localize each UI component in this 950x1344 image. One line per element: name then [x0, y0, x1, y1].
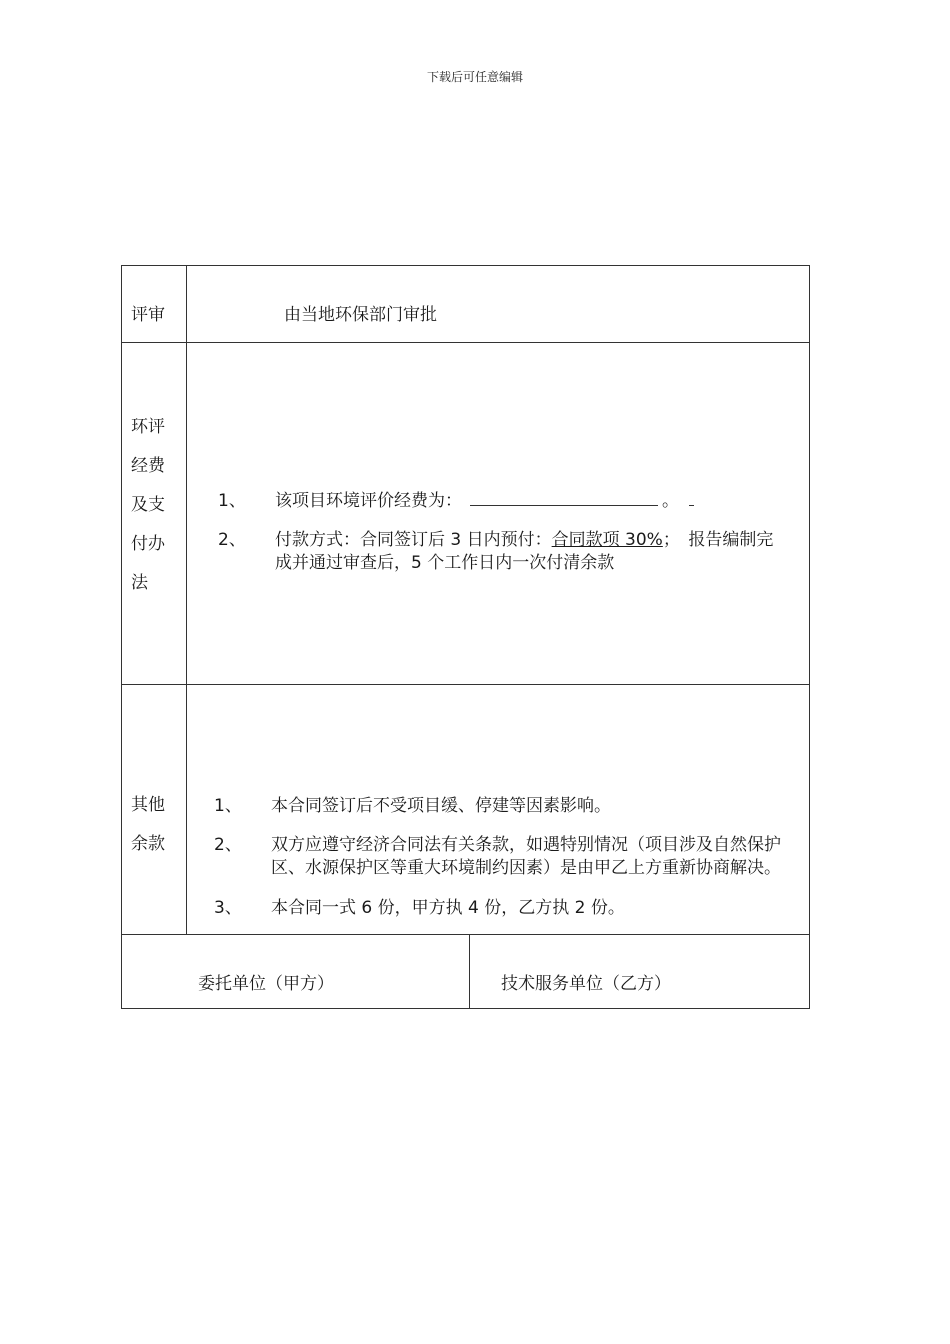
- fee-item-2-line2: 成并通过审查后，5 个工作日内一次付清余款: [275, 553, 615, 573]
- fee-label-line: 法: [131, 573, 148, 593]
- other-item-3: 本合同一式 6 份，甲方执 4 份，乙方执 2 份。: [271, 898, 625, 918]
- party-b-signature: 技术服务单位（乙方）: [501, 974, 671, 994]
- fee-item-2-line1: [275, 528, 773, 552]
- fee-label-line: 经费: [131, 456, 165, 476]
- other-item-2-line2: 区、水源保护区等重大环境制约因素）是由甲乙上方重新协商解决。: [271, 858, 781, 878]
- other-item-1: 本合同签订后不受项目缓、停建等因素影响。: [271, 796, 611, 816]
- party-a-signature: 委托单位（甲方）: [198, 974, 334, 994]
- contract-table: [121, 265, 810, 1009]
- other-item-2-line1: 双方应遵守经济合同法有关条款，如遇特别情况（项目涉及自然保护: [271, 835, 781, 855]
- fee-label: [131, 408, 165, 603]
- signature-divider: [469, 934, 470, 1009]
- other-label-line: 其他: [131, 795, 165, 815]
- fee-label-line: 环评: [131, 417, 165, 437]
- review-label: 评审: [131, 305, 165, 325]
- payment-text: 付款方式：合同签订后 3 日内预付：: [275, 530, 552, 550]
- fee-amount-blank[interactable]: [470, 490, 658, 506]
- other-item-number: 2、: [214, 835, 242, 855]
- trailing-mark: [689, 491, 694, 506]
- fee-label-line: 及支: [131, 495, 165, 515]
- header-note: 下载后可任意编辑: [426, 70, 523, 84]
- row-divider: [122, 684, 809, 685]
- fee-item-1: [275, 489, 694, 513]
- payment-percentage: 合同款项 30%: [551, 530, 663, 550]
- fee-item-number: 2、: [218, 530, 246, 550]
- review-content: 由当地环保部门审批: [284, 305, 437, 325]
- label-column-divider: [186, 266, 187, 934]
- other-label-line: 余款: [131, 834, 165, 854]
- fee-amount-label: 该项目环境评价经费为：: [275, 491, 462, 511]
- row-divider: [122, 934, 809, 935]
- row-divider: [122, 342, 809, 343]
- fee-amount-end: 。: [662, 491, 679, 511]
- other-label: [131, 786, 165, 864]
- other-item-number: 1、: [214, 796, 242, 816]
- payment-text-cont: ； 报告编制完: [662, 530, 774, 550]
- fee-item-number: 1、: [218, 491, 246, 511]
- fee-label-line: 付办: [131, 534, 165, 554]
- other-item-number: 3、: [214, 898, 242, 918]
